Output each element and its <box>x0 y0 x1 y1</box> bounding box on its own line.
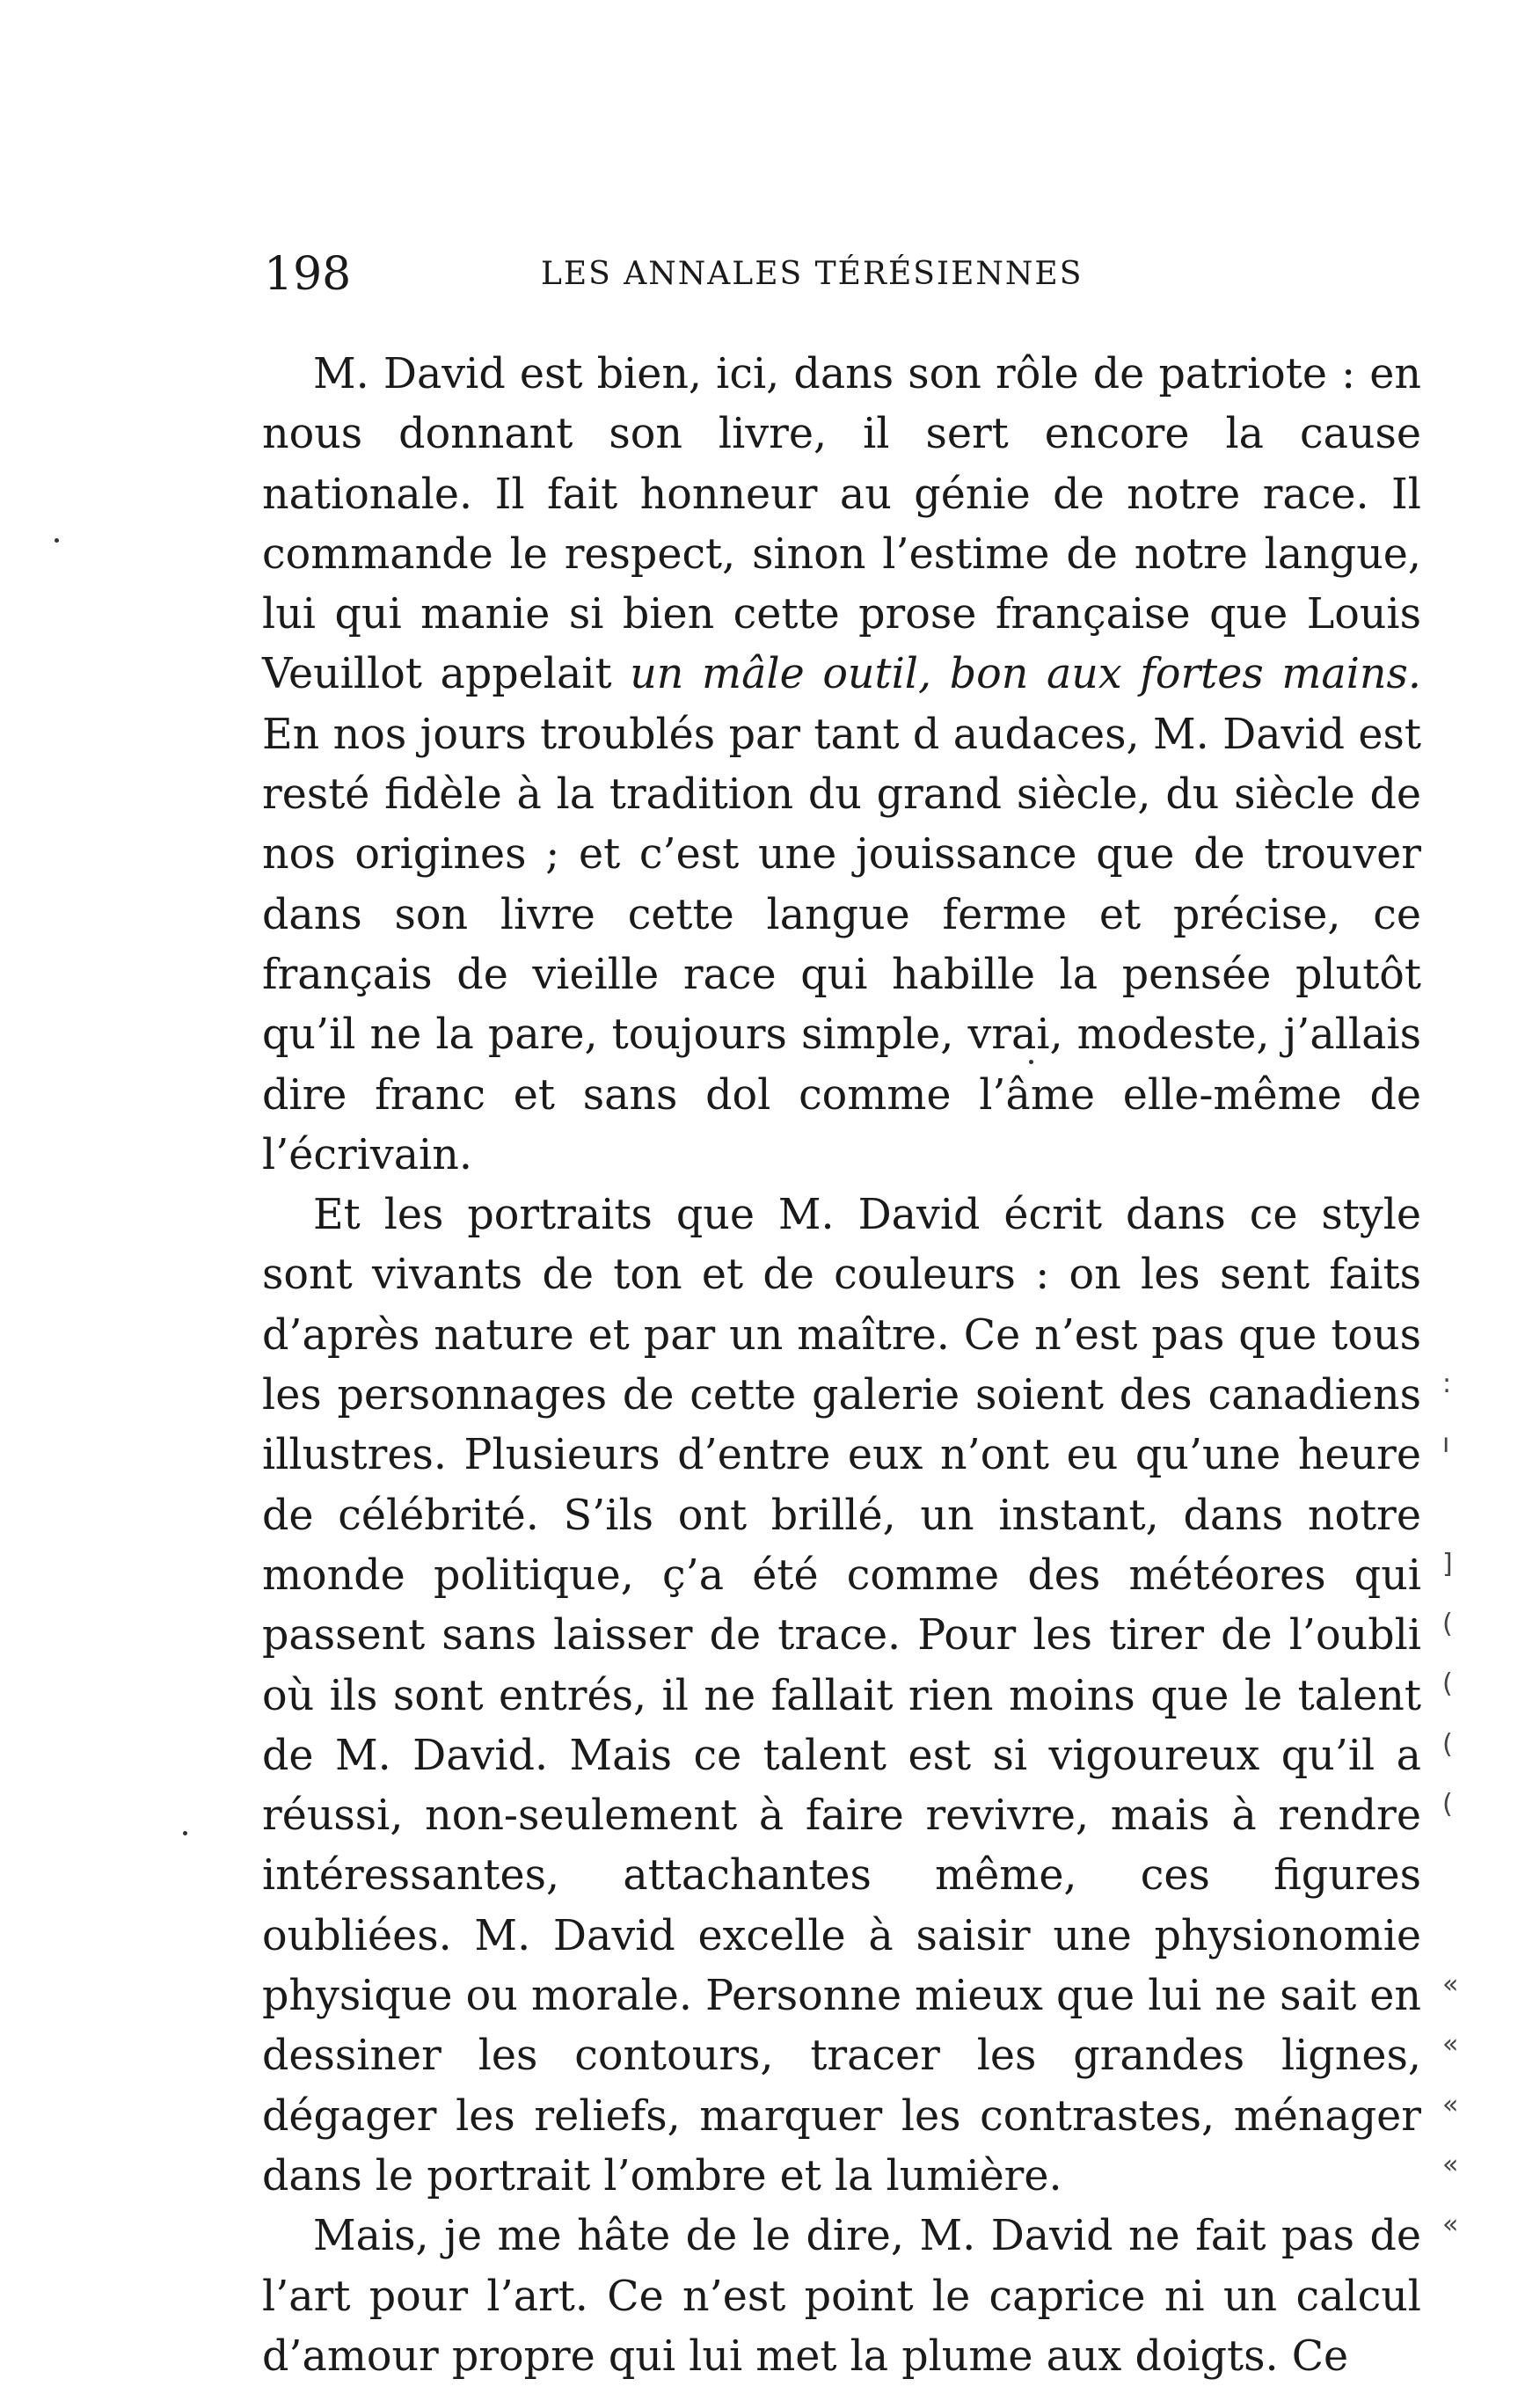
ink-speck <box>183 1831 187 1835</box>
paragraph-2: Et les portraits que M. David écrit dans ce style sont vivants de ton et de couleurs : on les sent faits d’après nature et par un maître. Ce n’est pas que tous les personnages de cette galerie soient des canadiens illustres. Plusieurs d’entre eux n’ont eu qu’une heure de célébrité. S’ils ont brillé, un instant, dans notre monde politique, ç’a été comme des météores qui passent sans laisser de trace. Pour les tirer de l’oubli où ils sont entrés, il ne fallait rien moins que le talent de M. David. Mais ce talent est si vigoureux qu’il a réussi, non-seulement à faire revivre, mais à rendre intéressantes, attachantes même, ces figures oubliées. M. David excelle à saisir une physionomie physique ou morale. Personne mieux que lui ne sait en dessiner les contours, tracer les grandes lignes, dégager les reliefs, marquer les contrastes, ménager dans le portrait l’ombre et la lumière. <box>262 1191 1421 2200</box>
margin-mark: ( <box>1442 1609 1453 1640</box>
margin-mark <box>1442 1835 1478 1894</box>
page-number: 198 <box>264 248 352 301</box>
margin-mark <box>1442 1475 1478 1535</box>
margin-mark: « <box>1442 2149 1459 2180</box>
margin-mark: ( <box>1442 1668 1453 1700</box>
margin-mark <box>1442 1895 1478 1955</box>
body-text <box>262 345 1421 2387</box>
margin-mark: ( <box>1442 1789 1453 1821</box>
margin-mark: ı <box>1442 1428 1450 1460</box>
running-title: LES ANNALES TÉRÉSIENNES <box>541 256 1084 292</box>
running-head <box>264 239 1416 310</box>
paragraph-1-text-end: En nos jours troublés par tant d audaces, M. David est resté fidèle à la tradition du grand siècle, du siècle de nos origines ; et c’est une jouissance que de trouver dans son livre cette langue ferme et précise, ce français de vieille race qui habille la pensée plutôt qu’il ne la pare, toujours simple, vrai, modeste, j’allais dire franc et sans dol comme l’âme elle-même de l’écrivain. <box>262 710 1421 1179</box>
margin-mark: « <box>1442 2029 1459 2061</box>
margin-mark: « <box>1442 2209 1459 2241</box>
ink-speck <box>55 538 59 543</box>
margin-marks <box>1442 1354 1478 2255</box>
margin-mark: « <box>1442 2089 1459 2120</box>
paragraph-1-italic-quote: un mâle outil, bon aux fortes mains. <box>630 650 1422 699</box>
margin-mark: « <box>1442 1968 1459 2000</box>
ink-speck <box>1029 1060 1033 1064</box>
margin-mark: : <box>1442 1368 1452 1399</box>
margin-mark: ( <box>1442 1728 1453 1760</box>
margin-mark: ] <box>1442 1548 1453 1580</box>
paragraph-1-text-start: M. David est bien, ici, dans son rôle de patriote : en nous donnant son livre, il sert encore la cause nationale. Il fait honneur au génie de notre race. Il commande le respect, sinon l’estime de notre langue, lui qui manie si bien cette prose française que Louis Veuillot appelait <box>262 350 1421 699</box>
paragraph-3: Mais, je me hâte de le dire, M. David ne fait pas de l’art pour l’art. Ce n’est point le caprice ni un calcul d’amour propre qui lui met la plume aux doigts. Ce <box>262 2212 1421 2381</box>
paragraph-1 <box>262 345 1421 1186</box>
